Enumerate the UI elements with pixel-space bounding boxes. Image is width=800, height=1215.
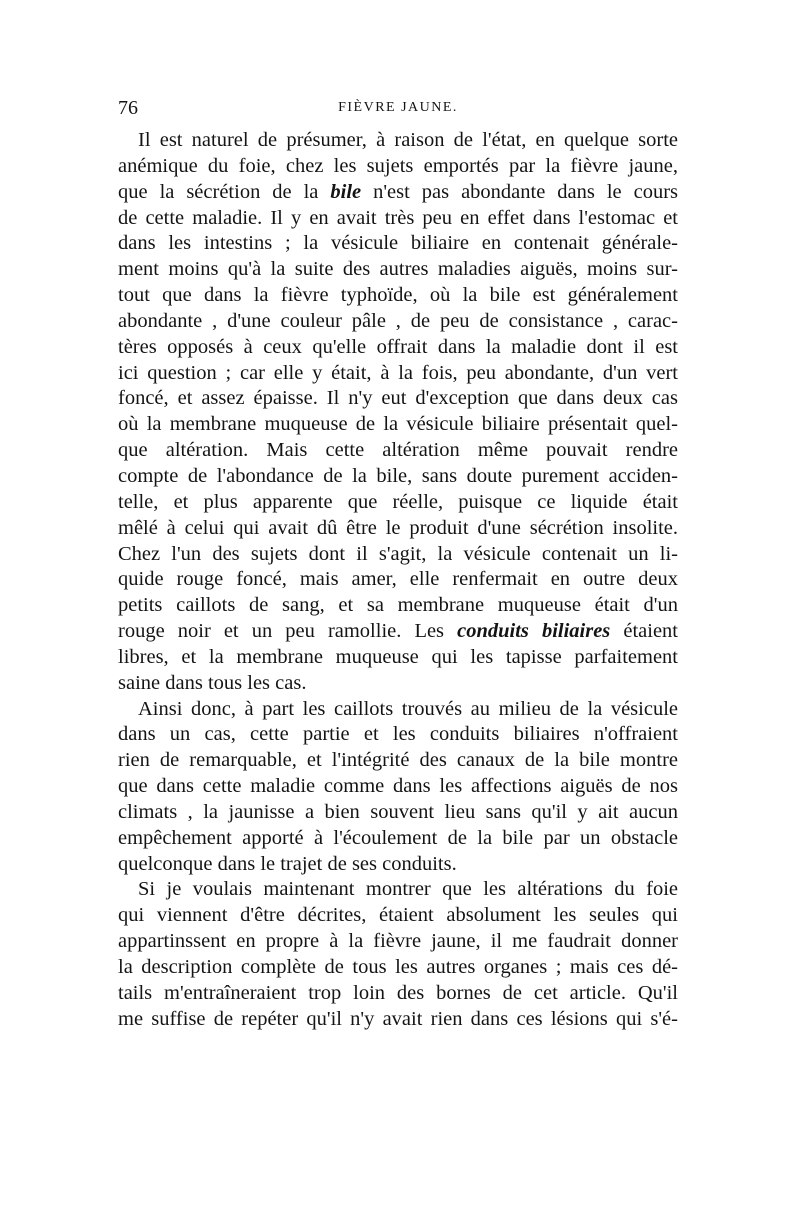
text-line: foncé, et assez épaisse. Il n'y eut d'exception que dans deux cas [118, 387, 678, 410]
text-line: Chez l'un des sujets dont il s'agit, la vésicule contenait un li- [118, 542, 678, 565]
text-line: petits caillots de sang, et sa membrane muqueuse était d'un [118, 594, 678, 617]
page-number: 76 [118, 97, 138, 119]
text-line: ici question ; car elle y était, à la fois, peu abondante, d'un vert [118, 361, 678, 384]
text-line: rien de remarquable, et l'intégrité des canaux de la bile montre [118, 749, 678, 772]
body-text [118, 128, 678, 1033]
text-line: libres, et la membrane muqueuse qui les tapisse parfaitement [118, 645, 678, 668]
emphasis-conduits-biliaires: conduits biliaires [457, 620, 611, 643]
text-line: la description complète de tous les autres organes ; mais ces dé- [118, 956, 678, 978]
text-line: que dans cette maladie comme dans les affections aiguës de nos [118, 775, 678, 798]
emphasis-bile: bile [330, 180, 362, 203]
text-line: empêchement apporté à l'écoulement de la bile par un obstacle [118, 826, 678, 849]
running-title: FIÈVRE JAUNE. [338, 100, 458, 115]
text-line: où la membrane muqueuse de la vésicule biliaire présentait quel- [118, 413, 678, 436]
text-line: quelconque dans le trajet de ses conduits. [118, 852, 457, 875]
text-line: climats , la jaunisse a bien souvent lieu sans qu'il y ait aucun [118, 800, 678, 823]
text-line: me suffise de repéter qu'il n'y avait rien dans ces lésions qui s'é- [118, 1007, 678, 1030]
text-line: tères opposés à ceux qu'elle offrait dans la maladie dont il est [118, 335, 678, 358]
text-line: tails m'entraîneraient trop loin des bornes de cet article. Qu'il [118, 981, 678, 1004]
text-line: ment moins qu'à la suite des autres maladies aiguës, moins sur- [118, 258, 678, 281]
text-line: saine dans tous les cas. [118, 671, 307, 694]
text-line: de cette maladie. Il y en avait très peu en effet dans l'estomac et [118, 206, 678, 229]
text-line: Il est naturel de présumer, à raison de l'état, en quelque sorte [138, 129, 678, 151]
text-line: dans les intestins ; la vésicule biliaire en contenait générale- [118, 232, 678, 255]
text-line: Si je voulais maintenant montrer que les altérations du foie [138, 878, 678, 901]
text-line: telle, et plus apparente que réelle, puisque ce liquide était [118, 490, 678, 513]
text-line: quide rouge foncé, mais amer, elle renfermait en outre deux [118, 568, 678, 591]
text-line: Ainsi donc, à part les caillots trouvés au milieu de la vésicule [138, 697, 678, 720]
text-line: appartinssent en propre à la fièvre jaune, il me faudrait donner [118, 930, 678, 953]
text-line: tout que dans la fièvre typhoïde, où la bile est généralement [118, 284, 678, 307]
text-line: que la sécrétion de la bile n'est pas abondante dans le cours [118, 180, 678, 203]
text-line: dans un cas, cette partie et les conduits biliaires n'offraient [118, 723, 678, 746]
text-line: que altération. Mais cette altération même pouvait rendre [118, 439, 678, 462]
text-line: abondante , d'une couleur pâle , de peu de consistance , carac- [118, 309, 678, 332]
text-line: qui viennent d'être décrites, étaient absolument les seules qui [118, 904, 678, 927]
text-line: anémique du foie, chez les sujets emportés par la fièvre jaune, [118, 154, 678, 177]
text-line: mêlé à celui qui avait dû être le produit d'une sécrétion insolite. [118, 516, 678, 539]
text-line: rouge noir et un peu ramollie. Les conduits biliaires étaient [118, 620, 678, 643]
text-line: compte de l'abondance de la bile, sans doute purement acciden- [118, 464, 678, 487]
running-head [118, 96, 678, 120]
